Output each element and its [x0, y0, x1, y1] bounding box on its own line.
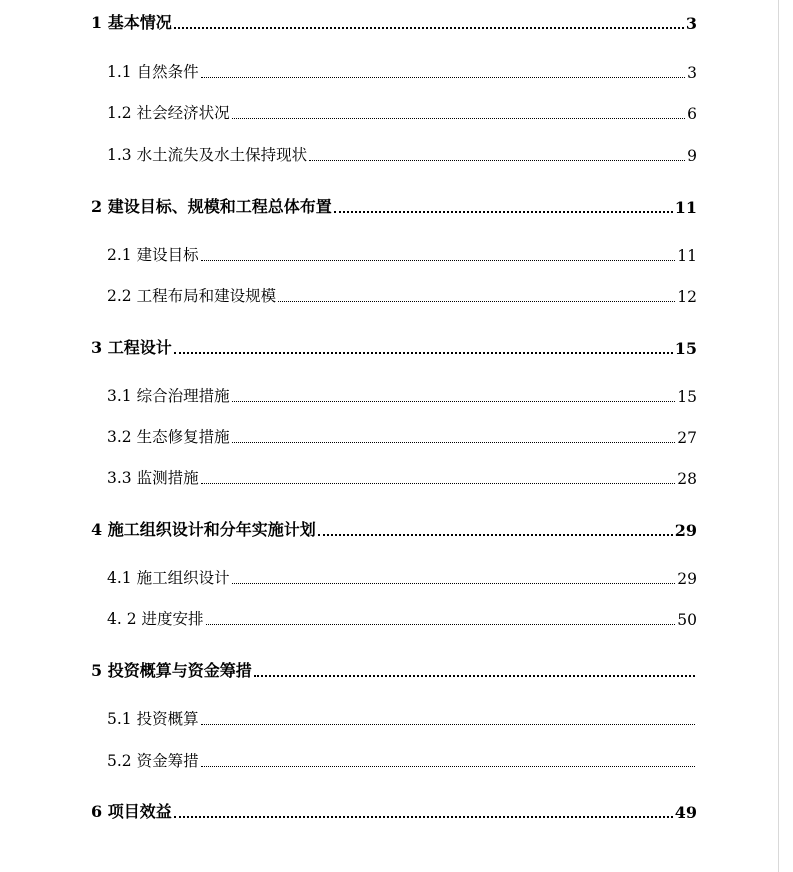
toc-page-number: 15: [677, 388, 697, 406]
toc-dot-leader: [334, 211, 673, 213]
toc-dot-leader: [232, 583, 676, 584]
toc-entry-4[interactable]: [91, 517, 697, 540]
toc-dot-leader: [206, 624, 676, 625]
toc-entry-2-2[interactable]: [107, 284, 697, 306]
toc-page-number: 9: [687, 147, 697, 165]
toc-entry-title: 3.1 综合治理措施: [107, 387, 230, 405]
toc-entry-4-2[interactable]: [107, 607, 697, 629]
toc-entry-title: 2.2 工程布局和建设规模: [107, 287, 277, 305]
toc-entry-title: 5 投资概算与资金筹措: [91, 661, 252, 680]
toc-entry-1-1[interactable]: [107, 60, 697, 82]
toc-entry-3-3[interactable]: [107, 466, 697, 488]
toc-entry-title: 6 项目效益: [91, 802, 172, 821]
toc-dot-leader: [201, 260, 676, 261]
toc-entry-1[interactable]: [91, 10, 697, 33]
toc-dot-leader: [232, 118, 686, 119]
toc-entry-title: 1.3 水土流失及水土保持现状: [107, 146, 308, 164]
toc-page-number: 3: [685, 14, 697, 33]
toc-dot-leader: [232, 442, 676, 443]
toc-entry-title: 2.1 建设目标: [107, 246, 199, 264]
toc-entry-title: 1.2 社会经济状况: [107, 104, 230, 122]
toc-entry-title: 1.1 自然条件: [107, 63, 199, 81]
toc-entry-3-1[interactable]: [107, 384, 697, 406]
page-edge-divider: [778, 0, 779, 872]
toc-dot-leader: [174, 352, 673, 354]
toc-page-number: 27: [677, 429, 697, 447]
toc-entry-title: 2 建设目标、规模和工程总体布置: [91, 197, 332, 216]
toc-dot-leader: [254, 675, 695, 677]
toc-entry-title: 3 工程设计: [91, 338, 172, 357]
toc-entry-title: 4.1 施工组织设计: [107, 569, 230, 587]
toc-entry-title: 3.2 生态修复措施: [107, 428, 230, 446]
toc-entry-title: 1 基本情况: [91, 13, 172, 32]
toc-entry-6[interactable]: [91, 799, 697, 822]
toc-dot-leader: [174, 816, 673, 818]
toc-entry-title: 4. 2 进度安排: [107, 610, 204, 628]
toc-entry-1-2[interactable]: [107, 101, 697, 123]
toc-page-number: 6: [687, 105, 697, 123]
toc-entry-4-1[interactable]: [107, 566, 697, 588]
toc-page-number: 12: [677, 288, 697, 306]
toc-entry-title: 4 施工组织设计和分年实施计划: [91, 520, 316, 539]
toc-dot-leader: [318, 534, 673, 536]
toc-dot-leader: [278, 301, 675, 302]
toc-dot-leader: [309, 160, 685, 161]
toc-entry-5-2[interactable]: [107, 749, 697, 771]
toc-entry-title: 5.2 资金筹措: [107, 752, 199, 770]
toc-entry-5-1[interactable]: [107, 707, 697, 729]
toc-dot-leader: [174, 27, 684, 29]
toc-page-number: 29: [674, 521, 697, 540]
toc-page-number: 15: [674, 339, 697, 358]
toc-entry-3-2[interactable]: [107, 425, 697, 447]
toc-entry-title: 3.3 监测措施: [107, 469, 199, 487]
toc-dot-leader: [232, 401, 676, 402]
toc-dot-leader: [201, 766, 695, 767]
toc-dot-leader: [201, 77, 686, 78]
toc-page-number: 11: [674, 198, 697, 217]
toc-entry-3[interactable]: [91, 335, 697, 358]
toc-dot-leader: [201, 483, 676, 484]
toc-dot-leader: [201, 724, 695, 725]
toc-entry-2[interactable]: [91, 194, 697, 217]
toc-page-number: 49: [674, 803, 697, 822]
toc-page-number: 28: [677, 470, 697, 488]
toc-page-number: 29: [677, 570, 697, 588]
toc-entry-title: 5.1 投资概算: [107, 710, 199, 728]
toc-entry-5[interactable]: [91, 658, 697, 681]
toc-page-number: 3: [687, 64, 697, 82]
toc-page-number: 11: [677, 247, 697, 265]
toc-entry-1-3[interactable]: [107, 143, 697, 165]
toc-entry-2-1[interactable]: [107, 243, 697, 265]
toc-page-number: 50: [677, 611, 697, 629]
